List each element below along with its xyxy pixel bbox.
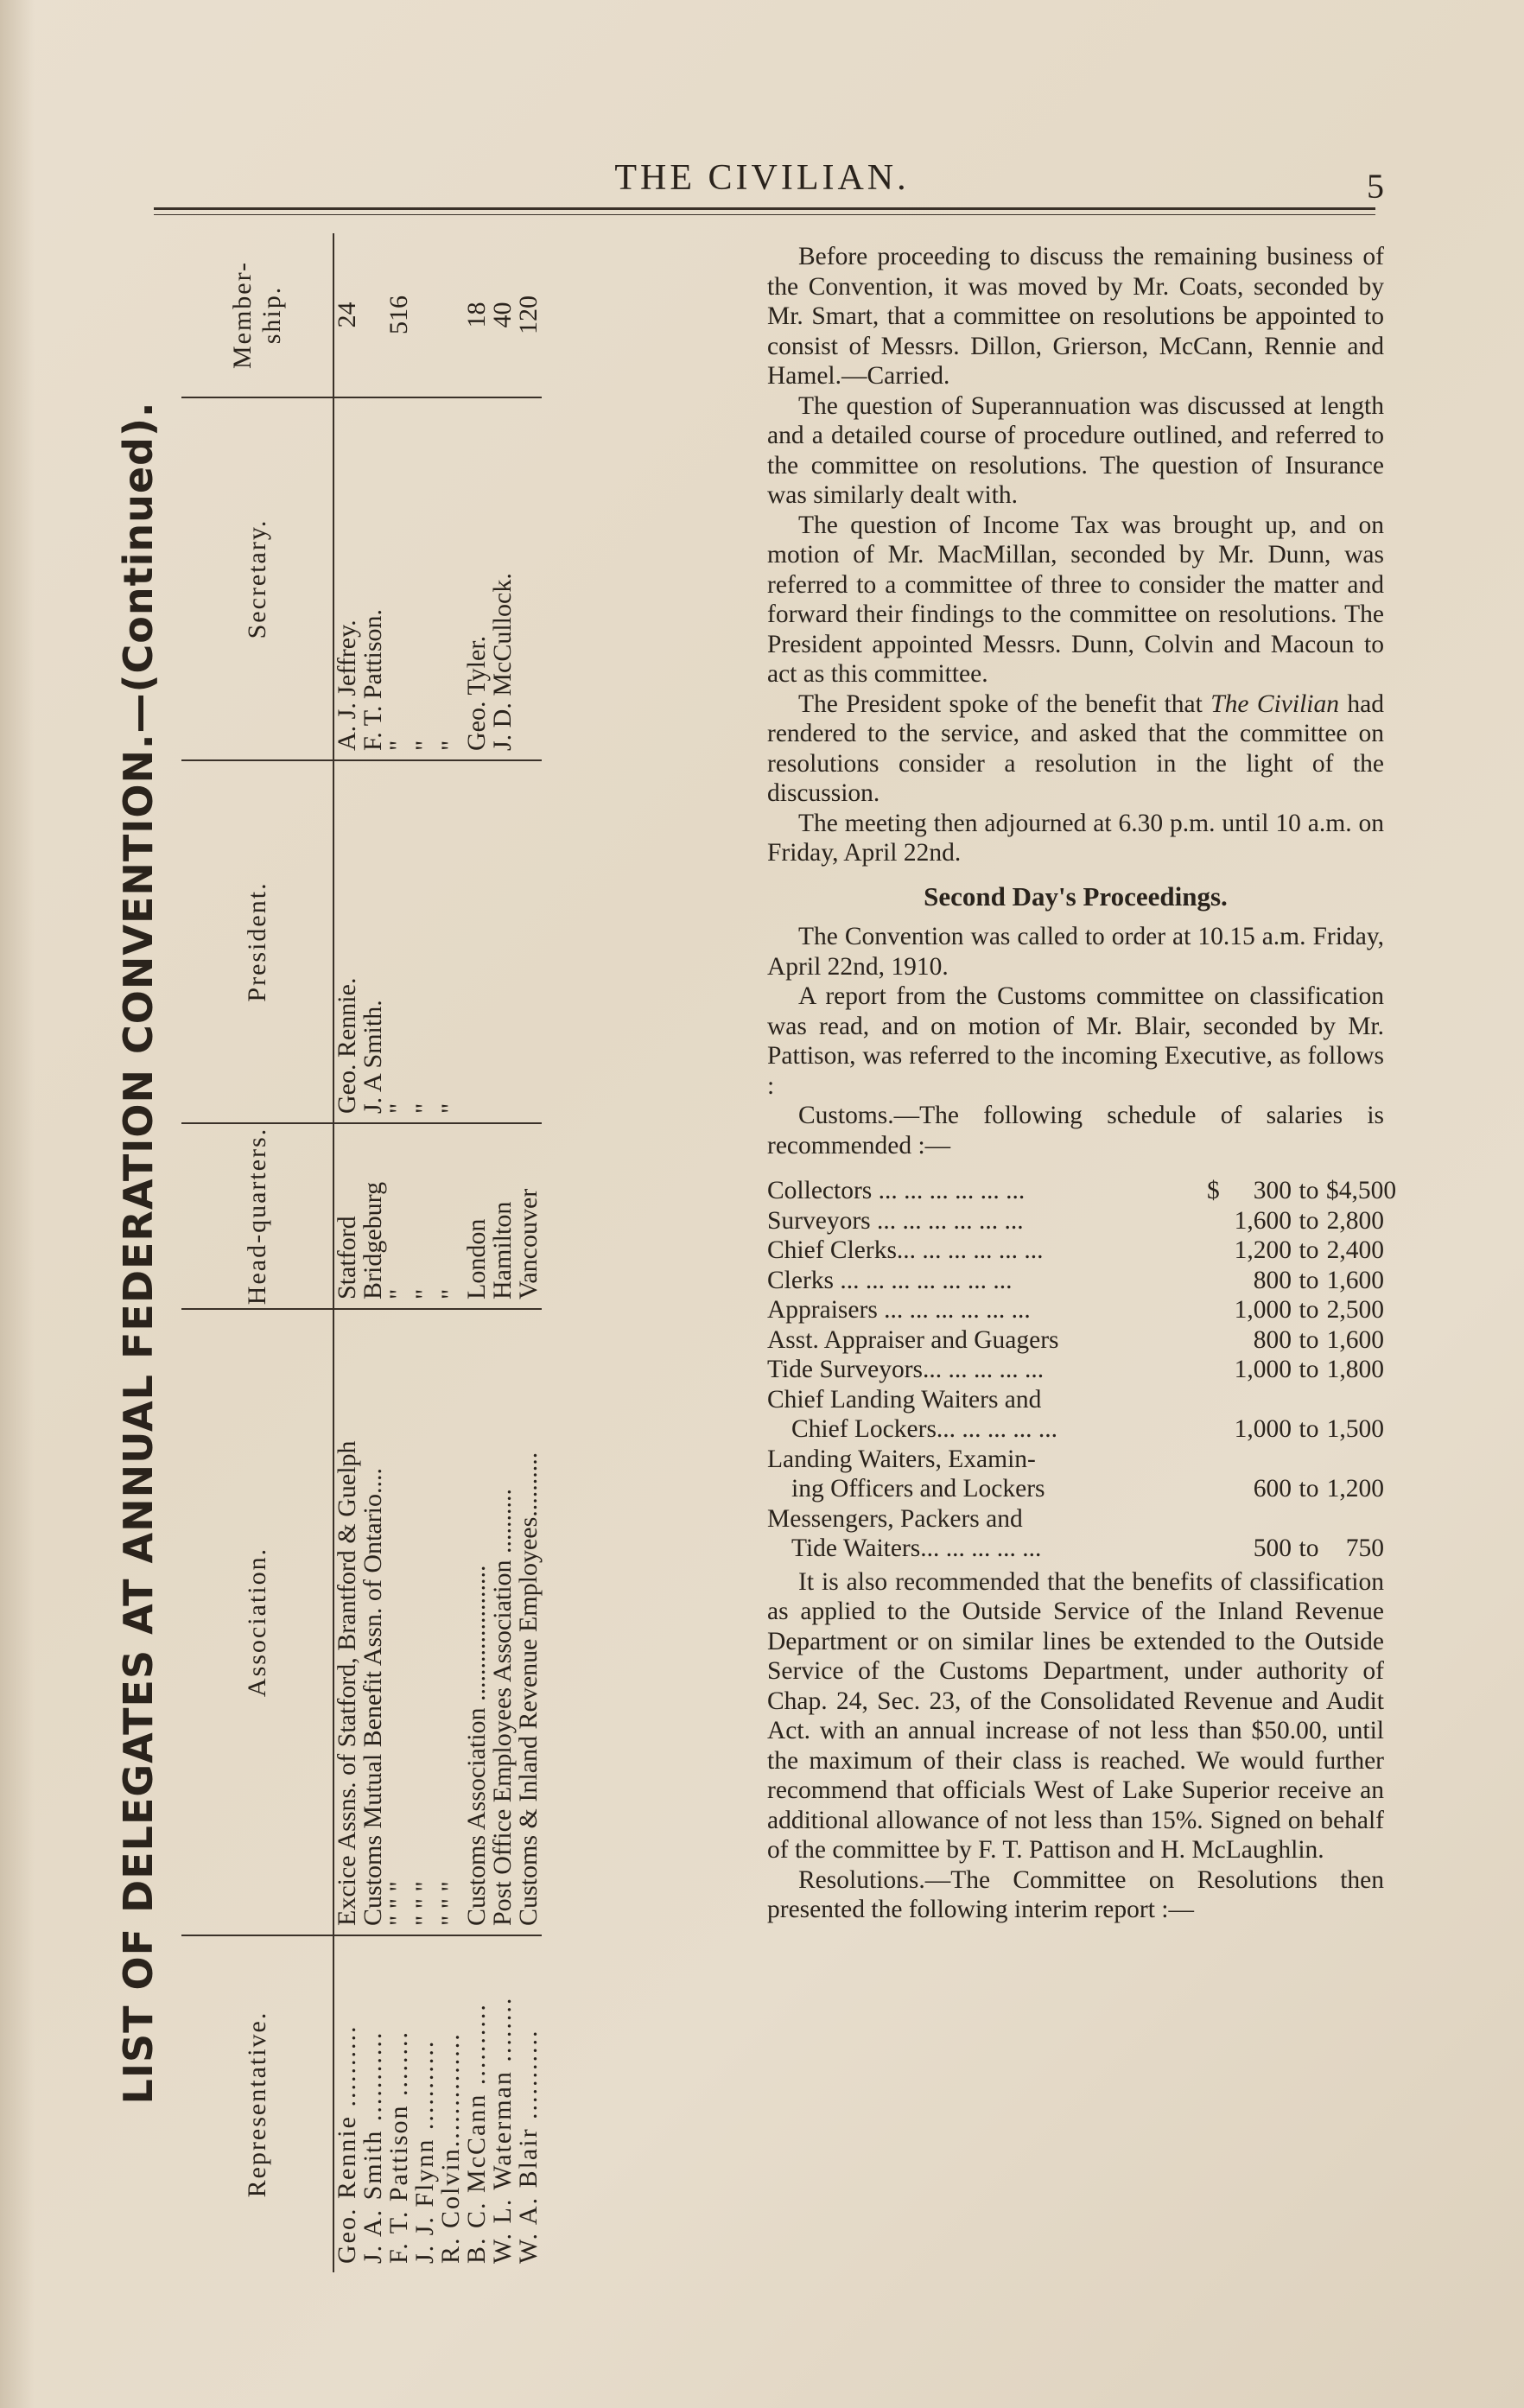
header-rule	[154, 207, 1375, 210]
schedule-row	[767, 1206, 1384, 1236]
civilian-italic: The Civilian	[1210, 689, 1339, 718]
cell-secretary: "	[386, 397, 412, 760]
salary-max: 1,200	[1326, 1475, 1384, 1503]
col-secretary: Secretary.	[181, 397, 333, 760]
table-row	[333, 233, 360, 2272]
range-to: to	[1299, 1236, 1319, 1264]
salary-min: 1,000	[1234, 1296, 1292, 1324]
cell-association: " " "	[412, 1309, 438, 1935]
schedule-label: Surveyors ... ... ... ... ... ...	[767, 1206, 1024, 1235]
delegates-table	[181, 233, 542, 2272]
paragraph: The meeting then adjourned at 6.30 p.m. until 10 a.m. on Friday, April 22nd.	[767, 809, 1384, 867]
salary-max: 1,500	[1326, 1415, 1384, 1443]
table-row	[412, 233, 438, 2272]
cell-representative: B. C. McCann ..........	[462, 2003, 491, 2264]
salary-min: 1,200	[1234, 1236, 1292, 1264]
cell-president	[464, 760, 490, 1123]
schedule-row	[767, 1325, 1384, 1356]
schedule-row	[767, 1176, 1397, 1206]
table-row	[464, 233, 490, 2272]
schedule-amount	[1207, 1325, 1384, 1356]
cell-headquarters: Bridgeburg	[360, 1123, 386, 1309]
range-to: to	[1299, 1534, 1319, 1562]
range-to: to	[1299, 1296, 1319, 1324]
schedule-row	[767, 1504, 1384, 1534]
schedule-amount	[1207, 1385, 1384, 1415]
salary-max: 2,400	[1326, 1236, 1384, 1264]
article-column	[767, 242, 1397, 1925]
col-representative: Representative.	[181, 1935, 333, 2272]
schedule-row	[767, 1385, 1384, 1415]
schedule-row	[767, 1474, 1384, 1504]
cell-secretary: F. T. Pattison.	[360, 397, 386, 760]
salary-max: 2,500	[1326, 1296, 1384, 1324]
cell-secretary: "	[412, 397, 438, 760]
cell-representative: W. A. Blair ...........	[514, 2029, 543, 2264]
cell-association: Post Office Employees Association ..........	[490, 1309, 516, 1935]
paragraph: The question of Superannuation was discussed at length and a detailed course of procedure outlined, and referred to the committee on resolutions. The question of Insurance was similarly dealt with.	[767, 391, 1384, 509]
schedule-label: ing Officers and Lockers	[791, 1475, 1045, 1503]
schedule-row	[767, 1534, 1384, 1564]
schedule-label: Collectors ... ... ... ... ... ...	[767, 1177, 1026, 1204]
schedule-amount	[1207, 1266, 1384, 1296]
schedule-label: Asst. Appraiser and Guagers	[767, 1325, 1059, 1354]
col-president: President.	[181, 760, 333, 1123]
paragraph: Before proceeding to discuss the remaining business of the Convention, it was moved by Mr. Coats, seconded by Mr. Smart, that a committee on resolutions be appointed to consist of Messrs. Dillon, Grierson, McCann, Rennie and Hamel.—Carried.	[767, 243, 1384, 390]
schedule-row	[767, 1414, 1384, 1445]
cell-headquarters: Vancouver	[516, 1123, 542, 1309]
range-to: to	[1299, 1177, 1319, 1204]
schedule-label: Tide Waiters... ... ... ... ...	[791, 1534, 1042, 1562]
col-association: Association.	[181, 1309, 333, 1935]
schedule-amount	[1207, 1355, 1384, 1385]
cell-secretary: J. D. McCullock.	[490, 397, 516, 760]
paragraph: The question of Income Tax was brought up, and on motion of Mr. MacMillan, seconded by Mr. Dunn, was referred to a committee of three to consider the matter and forward their findings to the committee on resolutions. The President appointed Messrs. Dunn, Colvin and Macoun to act as this committee.	[767, 511, 1384, 688]
cell-representative: F. T. Pattison ........	[384, 2030, 413, 2264]
cell-membership	[438, 233, 464, 397]
schedule-amount	[1207, 1414, 1384, 1445]
range-to: to	[1299, 1325, 1319, 1354]
schedule-label: Tide Surveyors... ... ... ... ...	[767, 1356, 1045, 1383]
table-row	[490, 233, 516, 2272]
salary-min: 800	[1253, 1325, 1292, 1354]
cell-headquarters: "	[412, 1123, 438, 1309]
salary-min: 1,000	[1234, 1415, 1292, 1443]
table-row	[516, 233, 542, 2272]
salary-min: 500	[1253, 1534, 1292, 1562]
col-membership: Member-ship.	[181, 233, 333, 397]
paragraph-civilian	[767, 689, 1384, 809]
schedule-amount	[1207, 1176, 1397, 1206]
salary-max: 750	[1345, 1534, 1384, 1562]
cell-secretary	[516, 397, 542, 760]
text-span: had rendered to the service, and asked that the committee on resolutions consider a resolution in the light of the discussion.	[767, 689, 1384, 807]
salary-max: $4,500	[1326, 1177, 1397, 1204]
schedule-label: Chief Clerks... ... ... ... ... ...	[767, 1236, 1044, 1264]
schedule-label: Appraisers ... ... ... ... ... ...	[767, 1296, 1031, 1324]
table-row	[438, 233, 464, 2272]
running-header: THE CIVILIAN.	[614, 158, 910, 198]
cell-secretary: A. J. Jeffrey.	[333, 397, 360, 760]
table-row	[386, 233, 412, 2272]
cell-association: Customs Association .....................	[464, 1309, 490, 1935]
range-to: to	[1299, 1475, 1319, 1503]
cell-president: "	[438, 760, 464, 1123]
paragraph: Customs.—The following schedule of salaries is recommended :—	[767, 1102, 1384, 1160]
schedule-amount	[1207, 1534, 1384, 1564]
cell-association: Customs & Inland Revenue Employees..........	[516, 1309, 542, 1935]
section-heading: Second Day's Proceedings.	[924, 880, 1228, 912]
cell-association: Excice Assns. of Statford, Brantford & Guelph	[333, 1309, 360, 1935]
cell-membership	[360, 233, 386, 397]
schedule-label: Landing Waiters, Examin-	[767, 1445, 1036, 1473]
text-span: The President spoke of the benefit that	[798, 689, 1211, 718]
schedule-label: Chief Lockers... ... ... ... ...	[791, 1415, 1058, 1443]
paragraph: Resolutions.—The Committee on Resolutions then presented the following interim report :—	[767, 1865, 1384, 1923]
cell-representative: J. A. Smith ...........	[359, 2030, 387, 2264]
cell-headquarters: Statford	[333, 1123, 360, 1309]
paragraph: It is also recommended that the benefits of classification as applied to the Outside Service of the Inland Revenue Department or on similar lines be extended to the Outside Service of the Customs Department, under authority of Chap. 24, Sec. 23, of the Consolidated Revenue and Audit Act. with an annual increase of not less than $50.00, until the maximum of their class is reached. We would further recommend that officials West of Lake Superior receive an additional allowance of not less than 15%. Signed on behalf of the committee by F. T. Pattison and H. McLaughlin.	[767, 1567, 1384, 1864]
range-to: to	[1299, 1356, 1319, 1383]
salary-min: 300	[1253, 1177, 1292, 1204]
cell-representative: R. Colvin..............	[436, 2032, 465, 2264]
paragraph: A report from the Customs committee on classification was read, and on motion of Mr. Blair, seconded by Mr. Pattison, was referred to the incoming Executive, as follows :	[767, 982, 1384, 1100]
cell-headquarters: Hamilton	[490, 1123, 516, 1309]
schedule-amount	[1207, 1474, 1384, 1504]
cell-president: "	[412, 760, 438, 1123]
cell-representative: Geo. Rennie ..........	[333, 2024, 361, 2264]
schedule-row	[767, 1445, 1384, 1475]
cell-association: " " "	[386, 1309, 412, 1935]
schedule-row	[767, 1355, 1384, 1385]
cell-president: Geo. Rennie.	[333, 760, 360, 1123]
schedule-amount	[1207, 1504, 1384, 1534]
schedule-amount	[1207, 1236, 1384, 1266]
cell-association: " " "	[438, 1309, 464, 1935]
page-edge-shadow	[0, 0, 35, 2408]
cell-membership	[412, 233, 438, 397]
schedule-label: Clerks ... ... ... ... ... ... ...	[767, 1266, 1013, 1294]
cell-president: J. A Smith.	[360, 760, 386, 1123]
salary-min: 1,000	[1234, 1356, 1292, 1383]
cell-secretary: "	[438, 397, 464, 760]
cell-president	[490, 760, 516, 1123]
table-row	[360, 233, 386, 2272]
header-rule-thin	[154, 214, 1375, 215]
schedule-row	[767, 1295, 1384, 1325]
paragraph: The Convention was called to order at 10.15 a.m. Friday, April 22nd, 1910.	[767, 923, 1384, 981]
cell-representative: J. J. Flynn ...........	[410, 2039, 439, 2264]
cell-association: Customs Mutual Benefit Assn. of Ontario....	[360, 1309, 386, 1935]
salary-min: 800	[1253, 1266, 1292, 1294]
col-headquarters: Head-quarters.	[181, 1123, 333, 1309]
range-to: to	[1299, 1415, 1319, 1443]
cell-headquarters: "	[386, 1123, 412, 1309]
delegates-table-rotated	[99, 233, 695, 2272]
cell-president: "	[386, 760, 412, 1123]
range-to: to	[1299, 1266, 1319, 1294]
cell-headquarters: "	[438, 1123, 464, 1309]
salary-schedule	[767, 1176, 1397, 1564]
schedule-label: Messengers, Packers and	[767, 1504, 1023, 1533]
schedule-amount	[1207, 1295, 1384, 1325]
cell-membership: 120	[516, 233, 542, 397]
cell-membership: 24	[333, 233, 360, 397]
salary-min: 600	[1253, 1475, 1292, 1503]
cell-membership: 40	[490, 233, 516, 397]
schedule-amount	[1207, 1445, 1384, 1475]
cell-president	[516, 760, 542, 1123]
schedule-row	[767, 1236, 1384, 1266]
table-title: LIST OF DELEGATES AT ANNUAL FEDERATION CONVENTION.—(Continued).	[115, 401, 162, 2105]
salary-min: 1,600	[1234, 1206, 1292, 1235]
page-number: 5	[1367, 167, 1384, 206]
salary-max: 1,600	[1326, 1266, 1384, 1294]
currency-sign: $	[1207, 1177, 1220, 1204]
schedule-row	[767, 1266, 1384, 1296]
cell-headquarters: London	[464, 1123, 490, 1309]
range-to: to	[1299, 1206, 1319, 1235]
salary-max: 1,600	[1326, 1325, 1384, 1354]
schedule-label: Chief Landing Waiters and	[767, 1385, 1042, 1414]
salary-max: 2,800	[1326, 1206, 1384, 1235]
cell-membership: 18	[464, 233, 490, 397]
cell-membership: 516	[386, 233, 412, 397]
table-header-row	[181, 233, 333, 2272]
cell-representative: W. L. Waterman ........	[488, 1996, 517, 2264]
schedule-amount	[1207, 1206, 1384, 1236]
cell-secretary: Geo. Tyler.	[464, 397, 490, 760]
salary-max: 1,800	[1326, 1356, 1384, 1383]
